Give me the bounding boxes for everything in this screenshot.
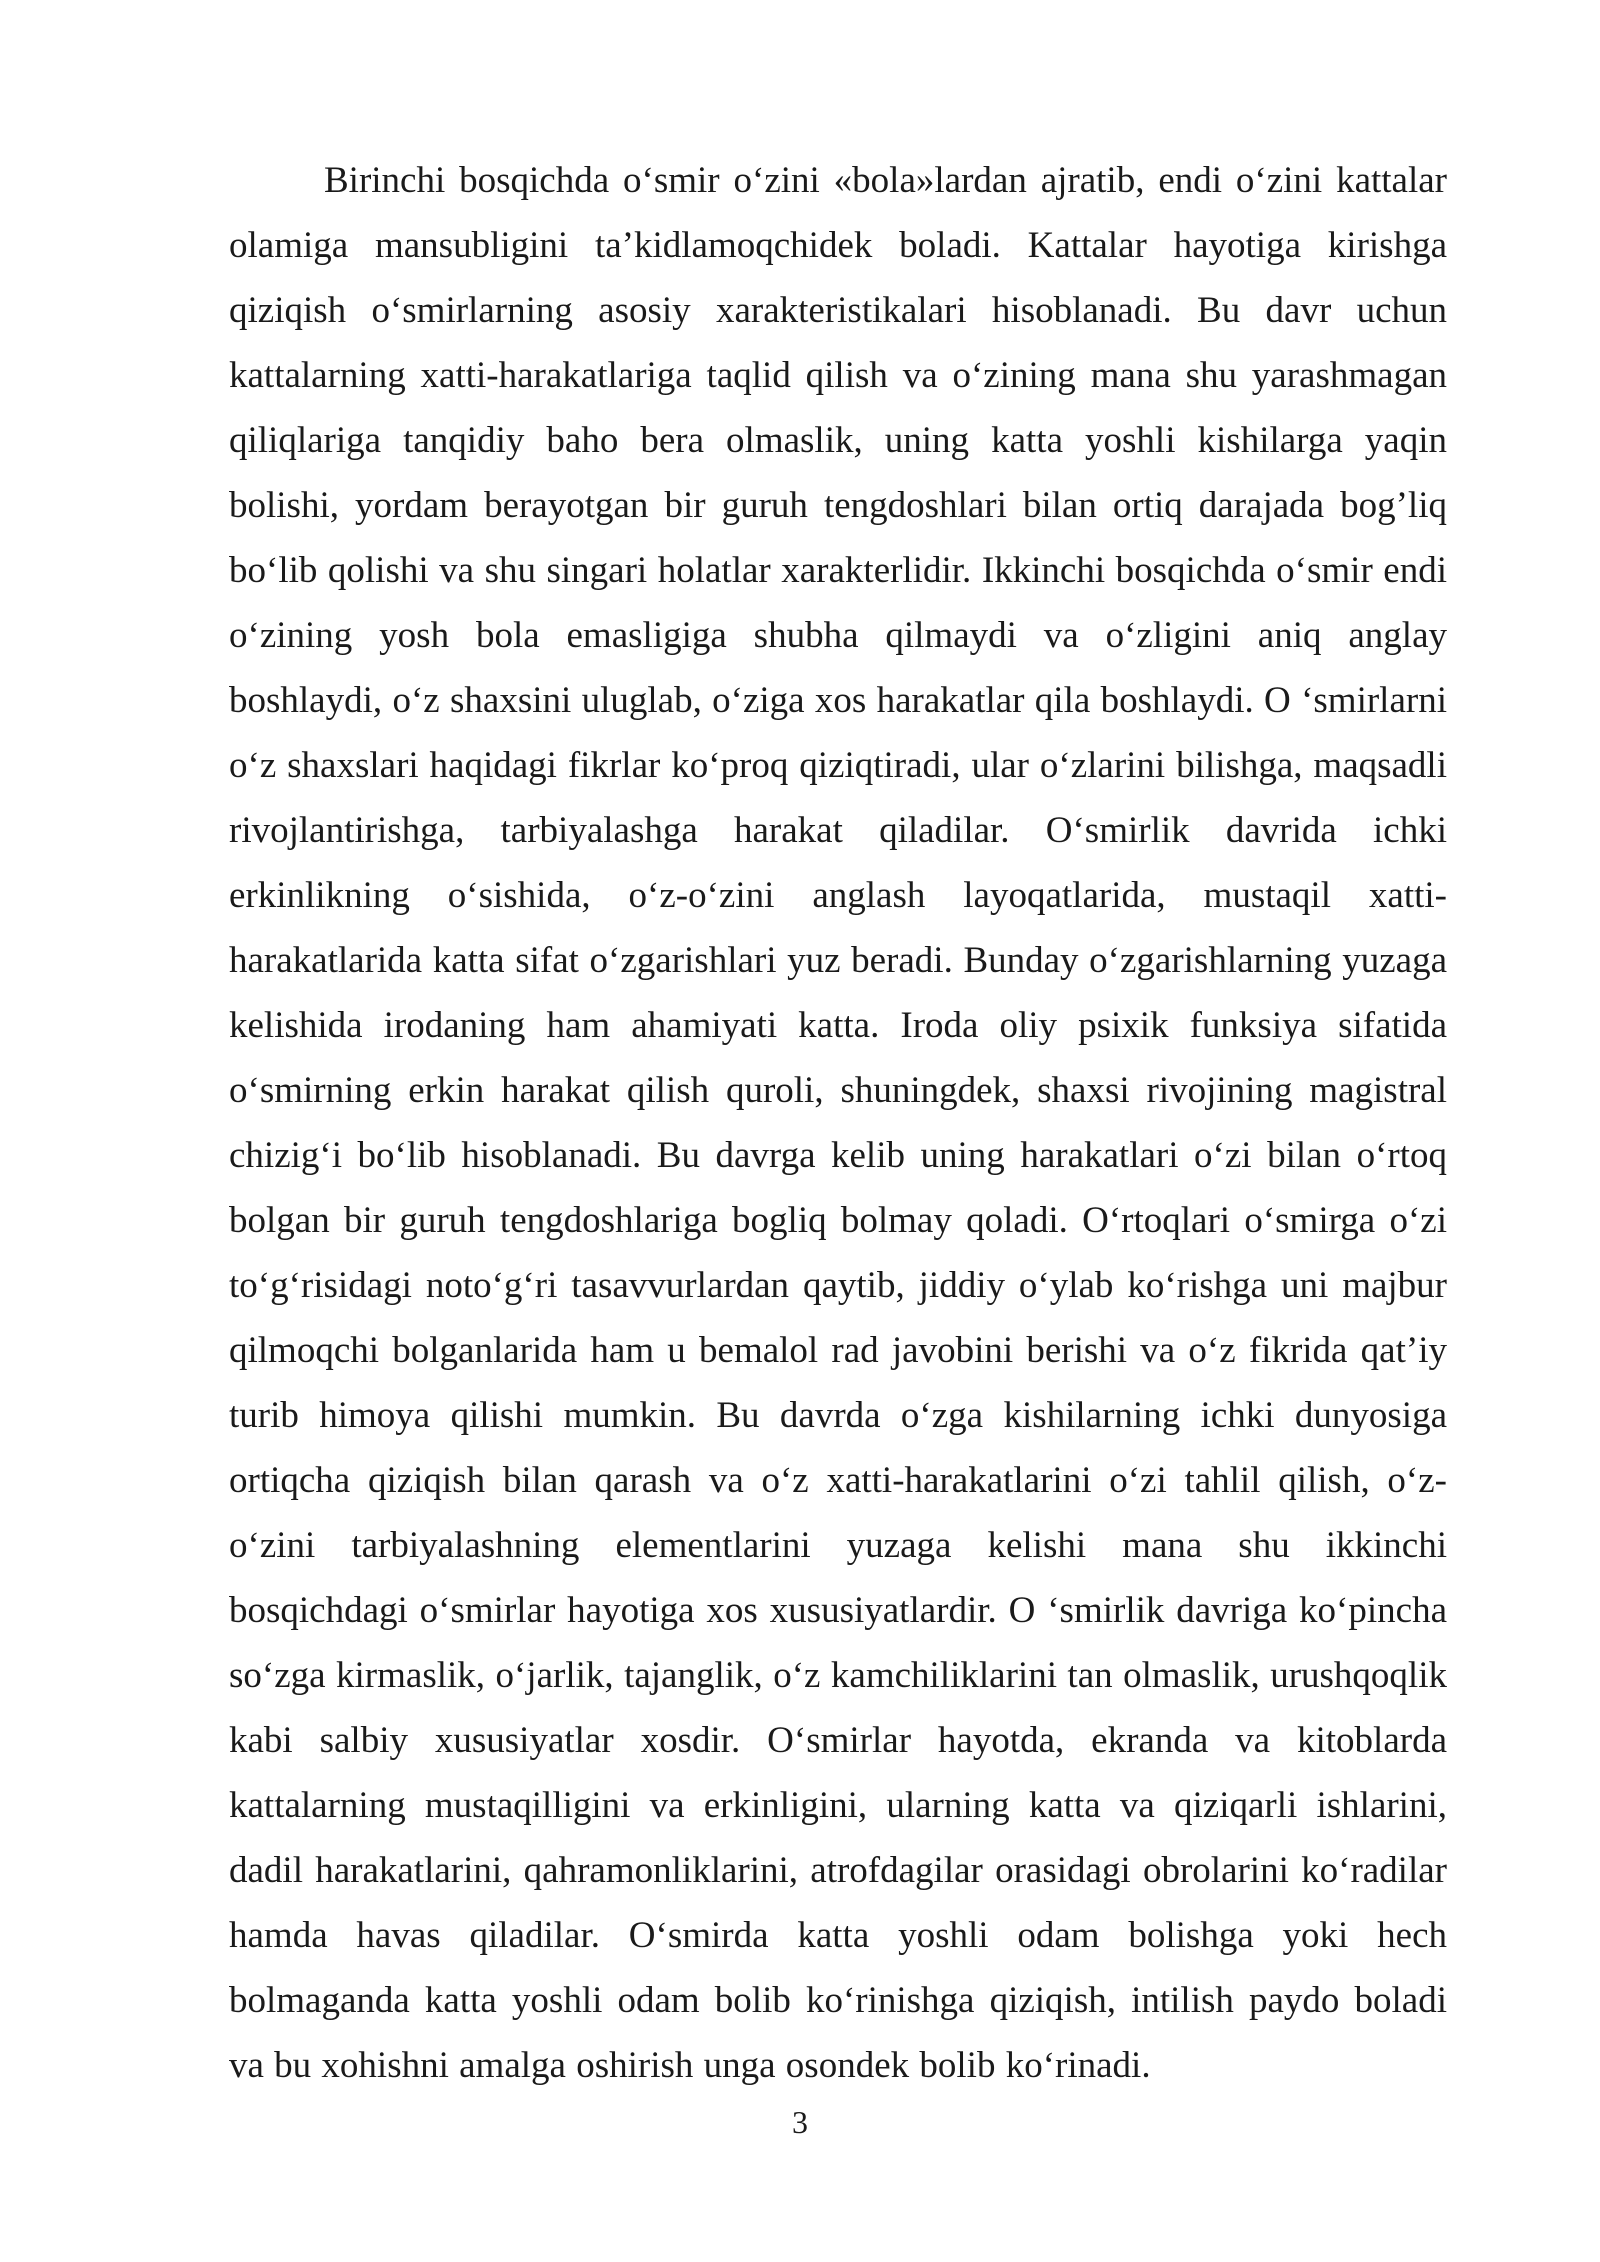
page-number: 3 — [792, 2104, 808, 2140]
body-paragraph: Birinchi bosqichda o‘smir o‘zini «bola»lardan ajratib, endi o‘zini kattalar olamiga mansubligini ta’kidlamoqchidek boladi. Kattalar hayotiga kirishga qiziqish o‘smirlarning asosiy xarakteristikalari hisoblanadi. Bu davr uchun kattalarning xatti-harakatlariga taqlid qilish va o‘zining mana shu yarashmagan qiliqlariga tanqidiy baho bera olmaslik, uning katta yoshli kishilarga yaqin bolishi, yordam berayotgan bir guruh tengdoshlari bilan ortiq darajada bog’liq bo‘lib qolishi va shu singari holatlar xarakterlidir. Ikkinchi bosqichda o‘smir endi o‘zining yosh bola emasligiga shubha qilmaydi va o‘zligini aniq anglay boshlaydi, o‘z shaxsini uluglab, o‘ziga xos harakatlar qila boshlaydi. O ‘smirlarni o‘z shaxslari haqidagi fikrlar ko‘proq qiziqtiradi, ular o‘zlarini bilishga, maqsadli rivojlantirishga, tarbiyalashga harakat qiladilar. O‘smirlik davrida ichki erkinlikning o‘sishida, o‘z-o‘zini anglash layoqatlarida, mustaqil xatti-harakatlarida katta sifat o‘zgarishlari yuz beradi. Bunday o‘zgarishlarning yuzaga kelishida irodaning ham ahamiyati katta. Iroda oliy psixik funksiya sifatida o‘smirning erkin harakat qilish quroli, shuningdek, shaxsi rivojining magistral chizig‘i bo‘lib hisoblanadi. Bu davrga kelib uning harakatlari o‘zi bilan o‘rtoq bolgan bir guruh tengdoshlariga bogliq bolmay qoladi. O‘rtoqlari o‘smirga o‘zi to‘g‘risidagi noto‘g‘ri tasavvurlardan qaytib, jiddiy o‘ylab ko‘rishga uni majbur qilmoqchi bolganlarida ham u bemalol rad javobini berishi va o‘z fikrida qat’iy turib himoya qilishi mumkin. Bu davrda o‘zga kishilarning ichki dunyosiga ortiqcha qiziqish bilan qarash va o‘z xatti-harakatlarini o‘zi tahlil qilish, o‘z-o‘zini tarbiyalashning elementlarini yuzaga kelishi mana shu ikkinchi bosqichdagi o‘smirlar hayotiga xos xususiyatlardir. O ‘smirlik davriga ko‘pincha so‘zga kirmaslik, o‘jarlik, tajanglik, o‘z kamchiliklarini tan olmaslik, urushqoqlik kabi salbiy xususiyatlar xosdir. O‘smirlar hayotda, ekranda va kitoblarda kattalarning mustaqilligini va erkinligini, ularning katta va qiziqarli ishlarini, dadil harakatlarini, qahramonliklarini, atrofdagilar orasidagi obrolarini ko‘radilar hamda havas qiladilar. O‘smirda katta yoshli odam bolishga yoki hech bolmaganda katta yoshli odam bolib ko‘rinishga qiziqish, intilish paydo boladi va bu xohishni amalga oshirish unga osondek bolib ko‘rinadi. — [229, 160, 1447, 2086]
